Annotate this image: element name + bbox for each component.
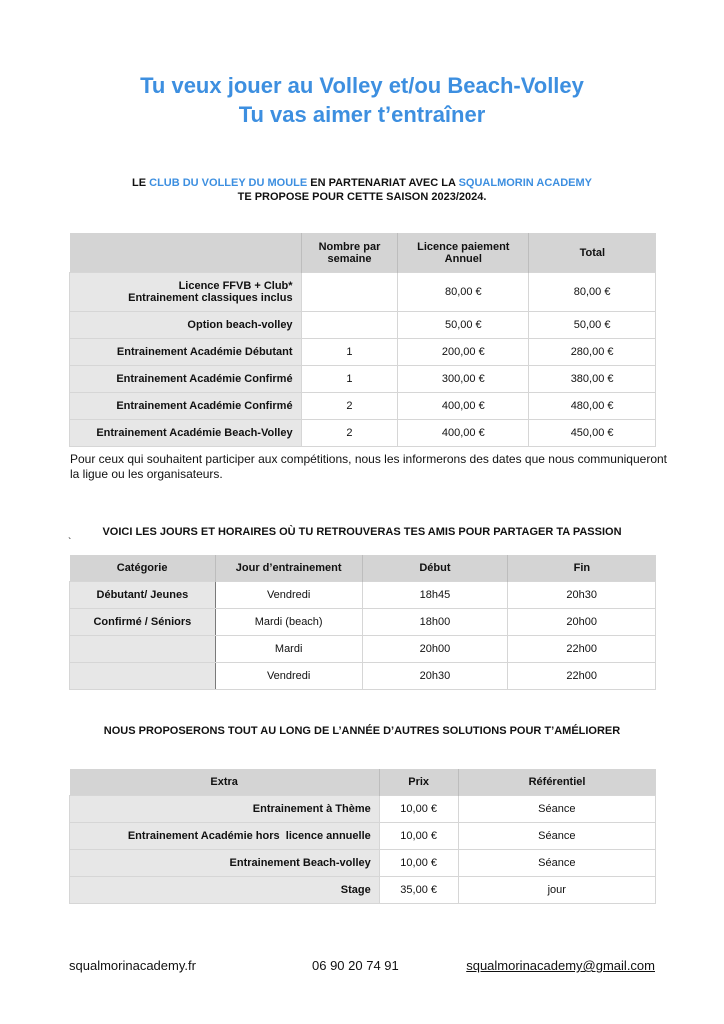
extras-header-extra: Extra [70, 769, 380, 796]
pricing-row-label-line1: Licence FFVB + Club* [178, 280, 293, 292]
schedule-end: 22h00 [508, 663, 656, 690]
club-name: CLUB DU VOLLEY DU MOULE [149, 177, 308, 189]
intro-mid: EN PARTENARIAT AVEC LA [307, 177, 459, 189]
intro-line1 [0, 176, 724, 191]
pricing-total: 80,00 € [529, 273, 656, 312]
pricing-row-label: Entrainement Académie Débutant [70, 339, 302, 366]
pricing-total: 450,00 € [529, 420, 656, 447]
table-row [70, 877, 656, 904]
schedule-category: Débutant/ Jeunes [70, 582, 216, 609]
table-row [70, 609, 656, 636]
schedule-header-end: Fin [508, 555, 656, 582]
pricing-licence: 80,00 € [398, 273, 529, 312]
table-row [70, 850, 656, 877]
extras-label: Stage [70, 877, 380, 904]
footer-email-link[interactable]: squalmorinacademy@gmail.com [466, 958, 655, 973]
page-title-line1: Tu veux jouer au Volley et/ou Beach-Volley [140, 73, 584, 98]
pricing-licence: 400,00 € [398, 420, 529, 447]
pricing-per-week: 2 [301, 420, 398, 447]
extras-table [69, 769, 656, 904]
schedule-table [69, 555, 656, 690]
extras-unit: Séance [458, 796, 655, 823]
schedule-end: 22h00 [508, 636, 656, 663]
schedule-category [70, 663, 216, 690]
pricing-licence: 50,00 € [398, 312, 529, 339]
extras-price: 10,00 € [379, 823, 458, 850]
table-row [70, 420, 656, 447]
extras-header-unit: Référentiel [458, 769, 655, 796]
pricing-licence: 300,00 € [398, 366, 529, 393]
pricing-licence: 400,00 € [398, 393, 529, 420]
footer-website[interactable]: squalmorinacademy.fr [69, 958, 196, 973]
schedule-header-start: Début [362, 555, 508, 582]
pricing-total: 480,00 € [529, 393, 656, 420]
pricing-row-label [70, 273, 302, 312]
pricing-total: 280,00 € [529, 339, 656, 366]
intro-le: LE [132, 177, 150, 189]
pricing-per-week [301, 273, 398, 312]
table-row [70, 273, 656, 312]
pricing-table [69, 233, 656, 447]
table-row [70, 823, 656, 850]
extras-unit: jour [458, 877, 655, 904]
pricing-row-label: Entrainement Académie Confirmé [70, 393, 302, 420]
pricing-total: 380,00 € [529, 366, 656, 393]
schedule-day: Mardi [215, 636, 362, 663]
extras-unit: Séance [458, 850, 655, 877]
table-row [70, 636, 656, 663]
schedule-start: 18h00 [362, 609, 508, 636]
schedule-header-category: Catégorie [70, 555, 216, 582]
extras-label: Entrainement Beach-volley [70, 850, 380, 877]
intro-line2: TE PROPOSE POUR CETTE SAISON 2023/2024. [237, 191, 487, 203]
schedule-end: 20h30 [508, 582, 656, 609]
table-row [70, 796, 656, 823]
schedule-start: 20h30 [362, 663, 508, 690]
pricing-header-licence: Licence paiement Annuel [398, 233, 529, 273]
schedule-heading: VOICI LES JOURS ET HORAIRES OÙ TU RETROUVERAS TES AMIS POUR PARTAGER TA PASSION [102, 526, 622, 538]
schedule-day: Vendredi [215, 663, 362, 690]
pricing-per-week: 1 [301, 339, 398, 366]
extras-price: 10,00 € [379, 850, 458, 877]
extras-header-price: Prix [379, 769, 458, 796]
extras-price: 10,00 € [379, 796, 458, 823]
academy-name: SQUALMORIN ACADEMY [458, 177, 592, 189]
table-row [70, 339, 656, 366]
competition-note: Pour ceux qui souhaitent participer aux compétitions, nous les informerons des dates que nous communiqueront la ligue ou les organisateurs. [70, 452, 668, 481]
pricing-licence: 200,00 € [398, 339, 529, 366]
pricing-header-per-week: Nombre par semaine [301, 233, 398, 273]
extras-heading: NOUS PROPOSERONS TOUT AU LONG DE L’ANNÉE D’AUTRES SOLUTIONS POUR T’AMÉLIORER [103, 725, 621, 737]
extras-label: Entrainement Académie hors licence annuelle [70, 823, 380, 850]
pricing-row-label: Option beach-volley [70, 312, 302, 339]
extras-price: 35,00 € [379, 877, 458, 904]
pricing-per-week: 1 [301, 366, 398, 393]
table-row [70, 582, 656, 609]
schedule-header-day: Jour d’entrainement [215, 555, 362, 582]
pricing-row-label: Entrainement Académie Beach-Volley [70, 420, 302, 447]
pricing-header-total: Total [529, 233, 656, 273]
schedule-end: 20h00 [508, 609, 656, 636]
stray-backtick: ` [68, 537, 72, 548]
schedule-day: Vendredi [215, 582, 362, 609]
pricing-header-empty [70, 233, 302, 273]
pricing-row-label: Entrainement Académie Confirmé [70, 366, 302, 393]
table-row [70, 312, 656, 339]
extras-label: Entrainement à Thème [70, 796, 380, 823]
schedule-category [70, 636, 216, 663]
page-title-line2: Tu vas aimer t’entraîner [238, 102, 486, 127]
schedule-day: Mardi (beach) [215, 609, 362, 636]
pricing-row-label-line2: Entrainement classiques inclus [128, 292, 293, 304]
footer-phone: 06 90 20 74 91 [312, 958, 399, 973]
schedule-category: Confirmé / Séniors [70, 609, 216, 636]
table-row [70, 393, 656, 420]
pricing-per-week: 2 [301, 393, 398, 420]
table-row [70, 663, 656, 690]
table-row [70, 366, 656, 393]
schedule-start: 20h00 [362, 636, 508, 663]
extras-unit: Séance [458, 823, 655, 850]
schedule-start: 18h45 [362, 582, 508, 609]
pricing-total: 50,00 € [529, 312, 656, 339]
pricing-per-week [301, 312, 398, 339]
